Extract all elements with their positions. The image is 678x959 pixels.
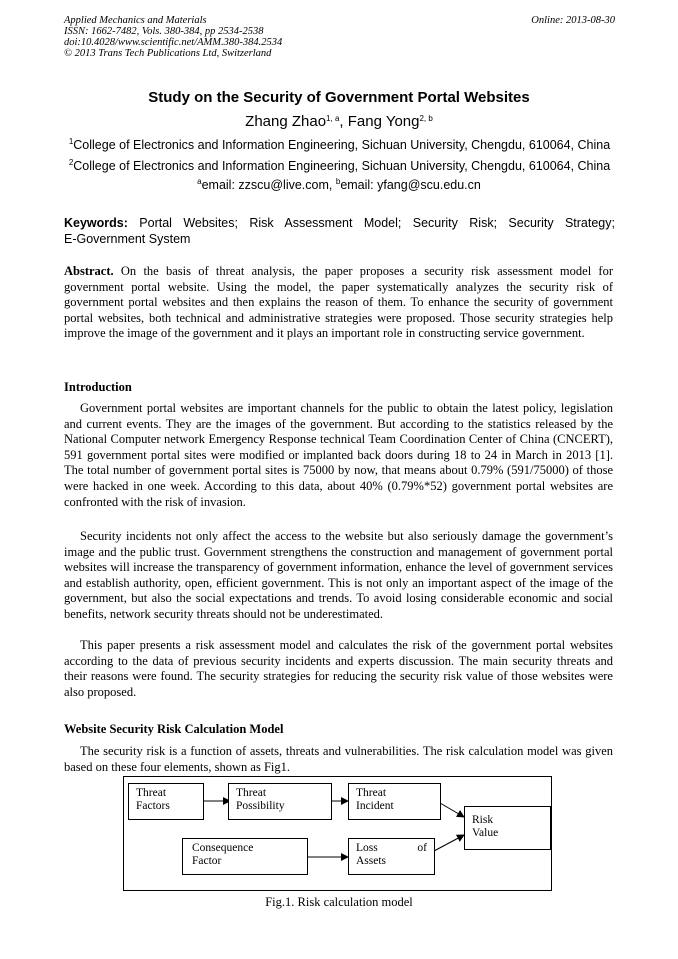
box-threat-factors: Threat Factors — [128, 783, 204, 820]
keywords-label: Keywords: — [64, 216, 128, 230]
copyright-line: © 2013 Trans Tech Publications Ltd, Switzerland — [64, 48, 272, 59]
author-line: Zhang Zhao$^{1, a}$, Fang Yong$^{2, b}$ — [245, 113, 433, 130]
abstract-label: Abstract. — [64, 264, 114, 278]
issn-line: ISSN: 1662-7482, Vols. 380-384, pp 2534-2538 — [64, 26, 264, 37]
box-threat-possibility: Threat Possibility — [228, 783, 332, 820]
intro-paragraph-1: Government portal websites are important channels for the public to obtain the latest policy, legislation and current events. They are the images of the government. But according to the statistics released by the National Computer network Emergency Response technical Team Coordination Center of China (CNCERT), 591 government portal sites were modified or implanted back doors during 18 to 24 in March in 2013 [1]. The total number of government portal sites is 75000 by now, that means about 0.79% (591/75000) of those were hacked in one week. According to this data, about 40% (0.79%*52) government portal websites are confronted with the risk of invasion. — [64, 401, 613, 509]
affiliation-2: $^2$College of Electronics and Information Engineering, Sichuan University, Chengdu, 610064, China — [68, 158, 611, 173]
journal-name: Applied Mechanics and Materials — [64, 15, 207, 26]
author-name: Zhang Zhao — [245, 113, 327, 130]
online-date: Online: 2013-08-30 — [531, 15, 615, 26]
email-b: email: yfang@scu.edu.cn — [340, 178, 481, 192]
model-paragraph: The security risk is a function of assets, threats and vulnerabilities. The risk calculation model was given based on these four elements, shown as Fig1. — [64, 744, 613, 774]
section-heading-introduction: Introduction — [64, 380, 132, 394]
abstract-text: On the basis of threat analysis, the paper proposes a security risk assessment model for government portal website. Using the model, the paper systematically analyzes the security risk of government portal websites and then explains the reason of them. To enhance the security of government portal websites, both technical and administrative strategies were proposed. Those security strategies help improve the image of the government and it plays an important role in constructing service government. — [64, 264, 614, 341]
affiliation-1: $^1$College of Electronics and Information Engineering, Sichuan University, Chengdu, 610064, China — [68, 137, 611, 152]
arrow-incident-to-risk — [440, 803, 464, 817]
arrow-loss-to-risk — [434, 835, 464, 851]
doi-line: doi:10.4028/www.scientific.net/AMM.380-384.2534 — [64, 37, 283, 48]
figure-caption: Fig.1. Risk calculation model — [265, 895, 413, 909]
journal-header — [64, 15, 615, 59]
intro-paragraph-2: Security incidents not only affect the access to the website but also seriously damage the government’s image and the public trust. Government strengthens the construction and management of government portal websites will increase the transparency of government information, enhance the level of government services and establish authority, open, efficient government. This is not only an important aspect of the image of the government, but also the social expectations and trends. To avoid losing considerable economic and social benefits, network security threats should not be underestimated. — [64, 529, 613, 621]
paper-title: Study on the Security of Government Portal Websites — [148, 89, 530, 106]
keywords-block — [64, 215, 615, 247]
section-heading-model: Website Security Risk Calculation Model — [64, 722, 284, 736]
keywords-text-2: E-Government System — [64, 232, 191, 246]
author-sup: 2, b — [419, 114, 433, 123]
author-name: Fang Yong — [347, 113, 420, 130]
box-loss-of-assets: Loss of Assets — [348, 838, 435, 875]
keywords-text: Portal Websites; Risk Assessment Model; Security Risk; Security Strategy; — [139, 216, 615, 230]
email-a: email: zzscu@live.com, — [201, 178, 333, 192]
box-threat-incident: Threat Incident — [348, 783, 441, 820]
box-risk-value: Risk Value — [464, 806, 551, 850]
email-line: $^a$email: zzscu@live.com, $^b$email: yfang@scu.edu.cn — [197, 177, 481, 192]
box-consequence-factor: Consequence Factor — [182, 838, 308, 875]
risk-model-figure — [123, 776, 552, 891]
author-sup: 1, a — [326, 114, 340, 123]
intro-paragraph-3: This paper presents a risk assessment model and calculates the risk of the government portal websites according to the data of previous security incidents and experts discussion. The main security threats and their reasons were found. The security strategies for reducing the security risk value of those websites were also proposed. — [64, 638, 613, 699]
abstract — [64, 264, 613, 342]
